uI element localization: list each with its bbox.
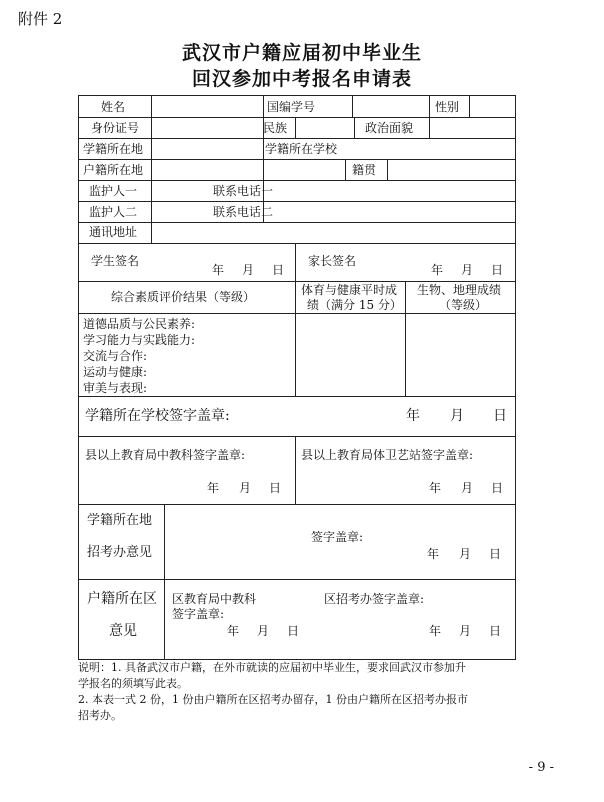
district-exam-office-label: 区招考办签字盖章: xyxy=(324,592,425,606)
student-sign-month: 月 xyxy=(242,263,255,277)
school-stamp-month: 月 xyxy=(450,408,464,424)
reg-office-label-2: 招考办意见 xyxy=(87,545,153,560)
form-title-line1: 武汉市户籍应届初中毕业生 xyxy=(181,42,422,64)
district-exam-month: 月 xyxy=(459,624,472,638)
county-edu-month: 月 xyxy=(239,481,252,495)
district-exam-day: 日 xyxy=(489,624,502,638)
id-card-label: 身份证号 xyxy=(91,121,140,135)
eval-item: 审美与表现: xyxy=(83,381,148,395)
parent-sign-month: 月 xyxy=(461,263,474,277)
parent-sign-label: 家长签名 xyxy=(308,254,357,268)
county-edu-day: 日 xyxy=(269,481,282,495)
phone1-label: 联系电话一 xyxy=(213,184,274,198)
note-line: 说明：1. 具备武汉市户籍，在外市就读的应届初中毕业生，要求回武汉市参加升 xyxy=(78,661,466,674)
guardian1-label: 监护人一 xyxy=(89,184,138,198)
eval-header-left: 综合素质评价结果（等级） xyxy=(111,290,256,304)
county-edu-stamp-label: 县以上教育局中教科签字盖章: xyxy=(85,448,246,462)
district-edu-year: 年 xyxy=(227,624,240,638)
eval-header-right-2: （等级） xyxy=(439,298,488,312)
school-reg-location-label: 学籍所在地 xyxy=(83,142,144,156)
eval-header-mid-1: 体育与健康平时成 xyxy=(301,283,398,297)
phone2-label: 联系电话二 xyxy=(213,205,274,219)
district-edu-dept-label-1: 区教育局中教科 xyxy=(172,592,257,606)
county-arts-month: 月 xyxy=(461,481,474,495)
student-sign-year: 年 xyxy=(212,263,225,277)
household-office-label-1: 户籍所在区 xyxy=(87,591,157,607)
application-form-table xyxy=(78,95,516,660)
ethnicity-label: 民族 xyxy=(263,121,288,135)
national-id-label: 国编学号 xyxy=(267,100,316,114)
student-sign-day: 日 xyxy=(272,263,285,277)
form-title-line2: 回汉参加中考报名申请表 xyxy=(191,68,412,90)
district-exam-year: 年 xyxy=(429,624,442,638)
county-edu-year: 年 xyxy=(207,481,220,495)
district-edu-dept-label-2: 签字盖章: xyxy=(172,607,225,621)
household-location-label: 户籍所在地 xyxy=(83,163,144,177)
reg-office-month: 月 xyxy=(459,547,472,561)
district-edu-month: 月 xyxy=(257,624,270,638)
attachment-label: 附件 2 xyxy=(18,10,63,28)
eval-item: 交流与合作: xyxy=(83,349,148,363)
parent-sign-year: 年 xyxy=(431,263,444,277)
form-notes xyxy=(78,660,524,724)
eval-item: 运动与健康: xyxy=(83,365,148,379)
county-arts-year: 年 xyxy=(429,481,442,495)
page-number: - 9 - xyxy=(528,760,554,775)
reg-office-label-1: 学籍所在地 xyxy=(87,513,153,528)
household-office-label-2: 意见 xyxy=(109,623,137,639)
school-stamp-label: 学籍所在学校签字盖章: xyxy=(85,408,230,424)
name-label: 姓名 xyxy=(101,100,126,114)
eval-item: 道德品质与公民素养: xyxy=(83,317,196,331)
reg-office-day: 日 xyxy=(489,547,502,561)
school-stamp-day: 日 xyxy=(493,408,507,424)
eval-item: 学习能力与实践能力: xyxy=(83,333,196,347)
reg-office-year: 年 xyxy=(427,547,440,561)
native-place-label: 籍贯 xyxy=(352,163,377,177)
note-line: 2. 本表一式 2 份，1 份由户籍所在区招考办留存，1 份由户籍所在区招考办报市 xyxy=(78,693,468,706)
reg-office-sign-label: 签字盖章: xyxy=(311,530,364,544)
political-status-label: 政治面貌 xyxy=(365,121,414,135)
school-stamp-year: 年 xyxy=(406,408,420,424)
note-line: 招考办。 xyxy=(78,709,122,722)
student-sign-label: 学生签名 xyxy=(91,254,140,268)
county-arts-stamp-label: 县以上教育局体卫艺站签字盖章: xyxy=(301,448,474,462)
address-label: 通讯地址 xyxy=(89,225,138,239)
gender-label: 性别 xyxy=(435,100,460,114)
school-reg-school-label: 学籍所在学校 xyxy=(265,142,338,156)
guardian2-label: 监护人二 xyxy=(89,205,138,219)
eval-header-mid-2: 绩（满分 15 分） xyxy=(307,298,402,312)
note-line: 学报名的须填写此表。 xyxy=(78,677,188,690)
county-arts-day: 日 xyxy=(491,481,504,495)
district-edu-day: 日 xyxy=(287,624,300,638)
parent-sign-day: 日 xyxy=(491,263,504,277)
eval-header-right-1: 生物、地理成绩 xyxy=(417,283,502,297)
